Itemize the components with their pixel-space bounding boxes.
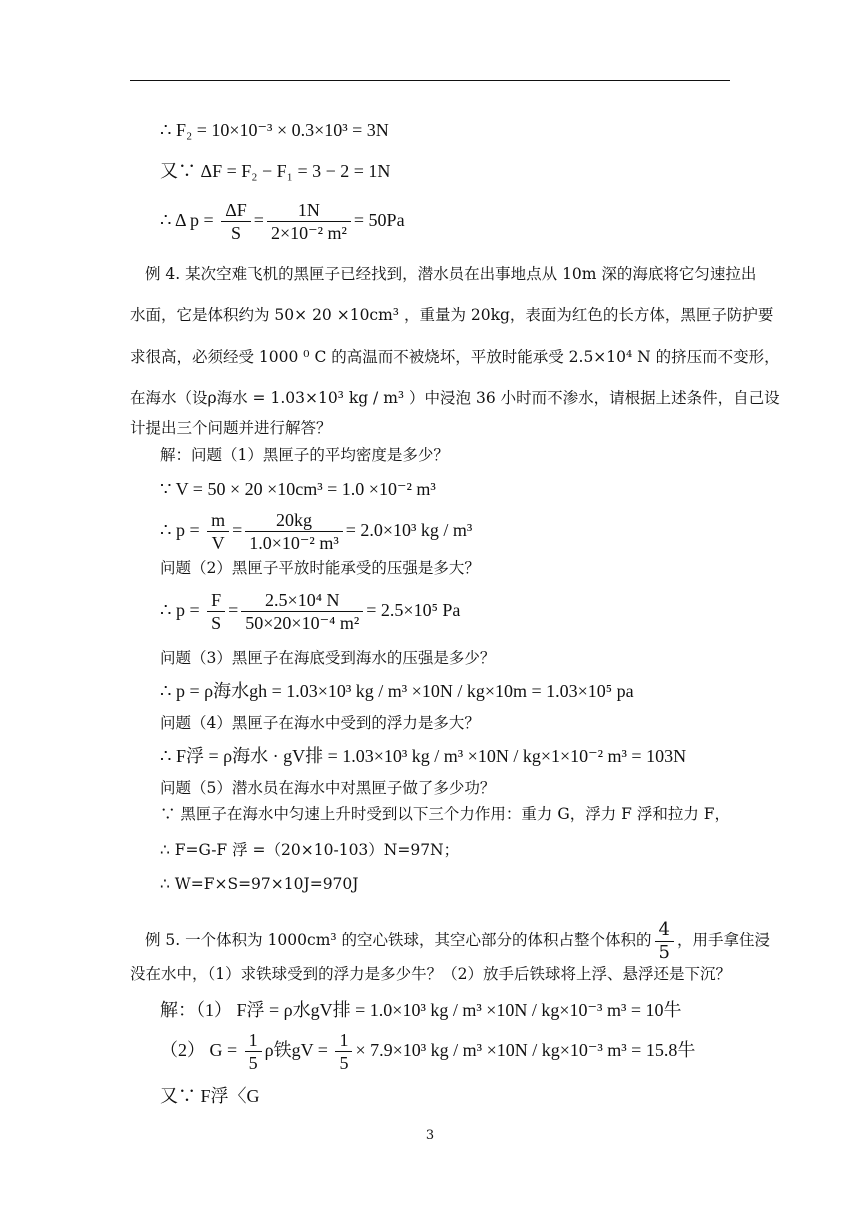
equation-compare: 又∵ F浮〈G	[160, 1086, 260, 1106]
fraction: $\frac{F}{S}$	[207, 589, 225, 634]
equation-volume: ∵ V = 50 × 20 ×10cm³ = 1.0 ×10⁻² m³	[160, 479, 436, 499]
question-2: 问题（2）黑匣子平放时能承受的压强是多大？	[160, 559, 480, 577]
example-4-text: 计提出三个问题并进行解答？	[130, 419, 332, 437]
page-number: 3	[425, 1128, 435, 1143]
equation-iron-buoyancy: 解：（1） F浮 = ρ水gV排 = 1.0×10³ kg / m³ ×10N / kg×10⁻³ m³ = 10牛	[160, 1000, 682, 1020]
fraction: $\frac{\text{2.5×10⁴ N}}{\text{50×20×10⁻⁴ m²}}$	[241, 589, 363, 634]
example-4-text: 求很高，必须经受 1000 ⁰ C 的高温而不被烧坏，平放时能承受 2.5×10⁴ N 的挤压而不变形，	[130, 348, 780, 366]
answer-work: ∴ W=F×S=97×10J=970J	[160, 875, 359, 893]
equation-f2: ∴ F₂ = 10×10⁻³ × 0.3×10³ = 3N	[160, 120, 389, 140]
example-5-text: 没在水中，（1）求铁球受到的浮力是多少牛？（2）放手后铁球将上浮、悬浮还是下沉？	[130, 965, 731, 983]
equation-delta-p: ∴ Δ p = $\frac{\Delta F}{S}$ = $\frac{1N}{\text{2×10⁻² m²}}$ = 50Pa	[160, 200, 405, 244]
equation-pressure: ∴ p = $\frac{F}{S}$ = $\frac{\text{2.5×10⁴ N}}{\text{50×20×10⁻⁴ m²}}$ = 2.5×10⁵ Pa	[160, 590, 461, 634]
answer-force-value: ∴ F=G-F 浮 =（20×10-103）N=97N；	[160, 841, 460, 859]
fraction: $\frac{m}{V}$	[207, 509, 229, 554]
header-rule	[130, 80, 730, 81]
equation-buoyancy: ∴ F浮 = ρ海水 · gV排 = 1.03×10³ kg / m³ ×10N / kg×1×10⁻² m³ = 103N	[160, 746, 687, 766]
equation-delta-f: 又∵ ΔF = F₂ − F₁ = 3 − 2 = 1N	[160, 161, 391, 181]
equation-iron-weight: （2） G = $\frac{1}{5}$ ρ铁gV = $\frac{1}{5}$ × 7.9×10³ kg / m³ ×10N / kg×10⁻³ m³ = 15.8牛	[160, 1030, 696, 1074]
fraction: $\frac{1N}{\text{2×10⁻² m²}}$	[267, 199, 351, 244]
fraction: $\frac{1}{5}$	[335, 1029, 352, 1074]
example-4-text: 在海水（设ρ海水 = 1.03×10³ kg / m³ ）中浸泡 36 小时而不渗水，请根据上述条件，自己设	[130, 389, 780, 407]
question-3: 问题（3）黑匣子在海底受到海水的压强是多少？	[160, 649, 496, 667]
answer-forces: ∵ 黑匣子在海水中匀速上升时受到以下三个力作用：重力 G，浮力 F 浮和拉力 F，	[160, 805, 731, 823]
question-4: 问题（4）黑匣子在海水中受到的浮力是多大？	[160, 714, 480, 732]
question-1: 解：问题（1）黑匣子的平均密度是多少？	[160, 446, 449, 464]
example-4-text: 水面，它是体积约为 50× 20 ×10cm³ ，重量为 20kg，表面为红色的长方体，黑匣子防护要	[130, 306, 774, 324]
example-5-text: 例 5. 一个体积为 1000cm³ 的空心铁球，其空心部分的体积占整个体积的 $\frac{4}{5}$ ，用手拿住浸	[145, 918, 771, 963]
question-5: 问题（5）潜水员在海水中对黑匣子做了多少功？	[160, 779, 496, 797]
fraction: $\frac{20kg}{\text{1.0×10⁻² m³}}$	[245, 509, 342, 554]
equation-density: ∴ p = $\frac{m}{V}$ = $\frac{20kg}{\text{1.0×10⁻² m³}}$ = 2.0×10³ kg / m³	[160, 510, 473, 554]
example-4-text: 例 4. 某次空难飞机的黑匣子已经找到，潜水员在出事地点从 10m 深的海底将它匀速拉出	[145, 265, 757, 283]
fraction: $\frac{4}{5}$	[655, 919, 674, 964]
fraction: $\frac{\Delta F}{S}$	[221, 199, 251, 244]
fraction: $\frac{1}{5}$	[245, 1029, 262, 1074]
equation-sea-pressure: ∴ p = ρ海水gh = 1.03×10³ kg / m³ ×10N / kg×10m = 1.03×10⁵ pa	[160, 681, 634, 701]
